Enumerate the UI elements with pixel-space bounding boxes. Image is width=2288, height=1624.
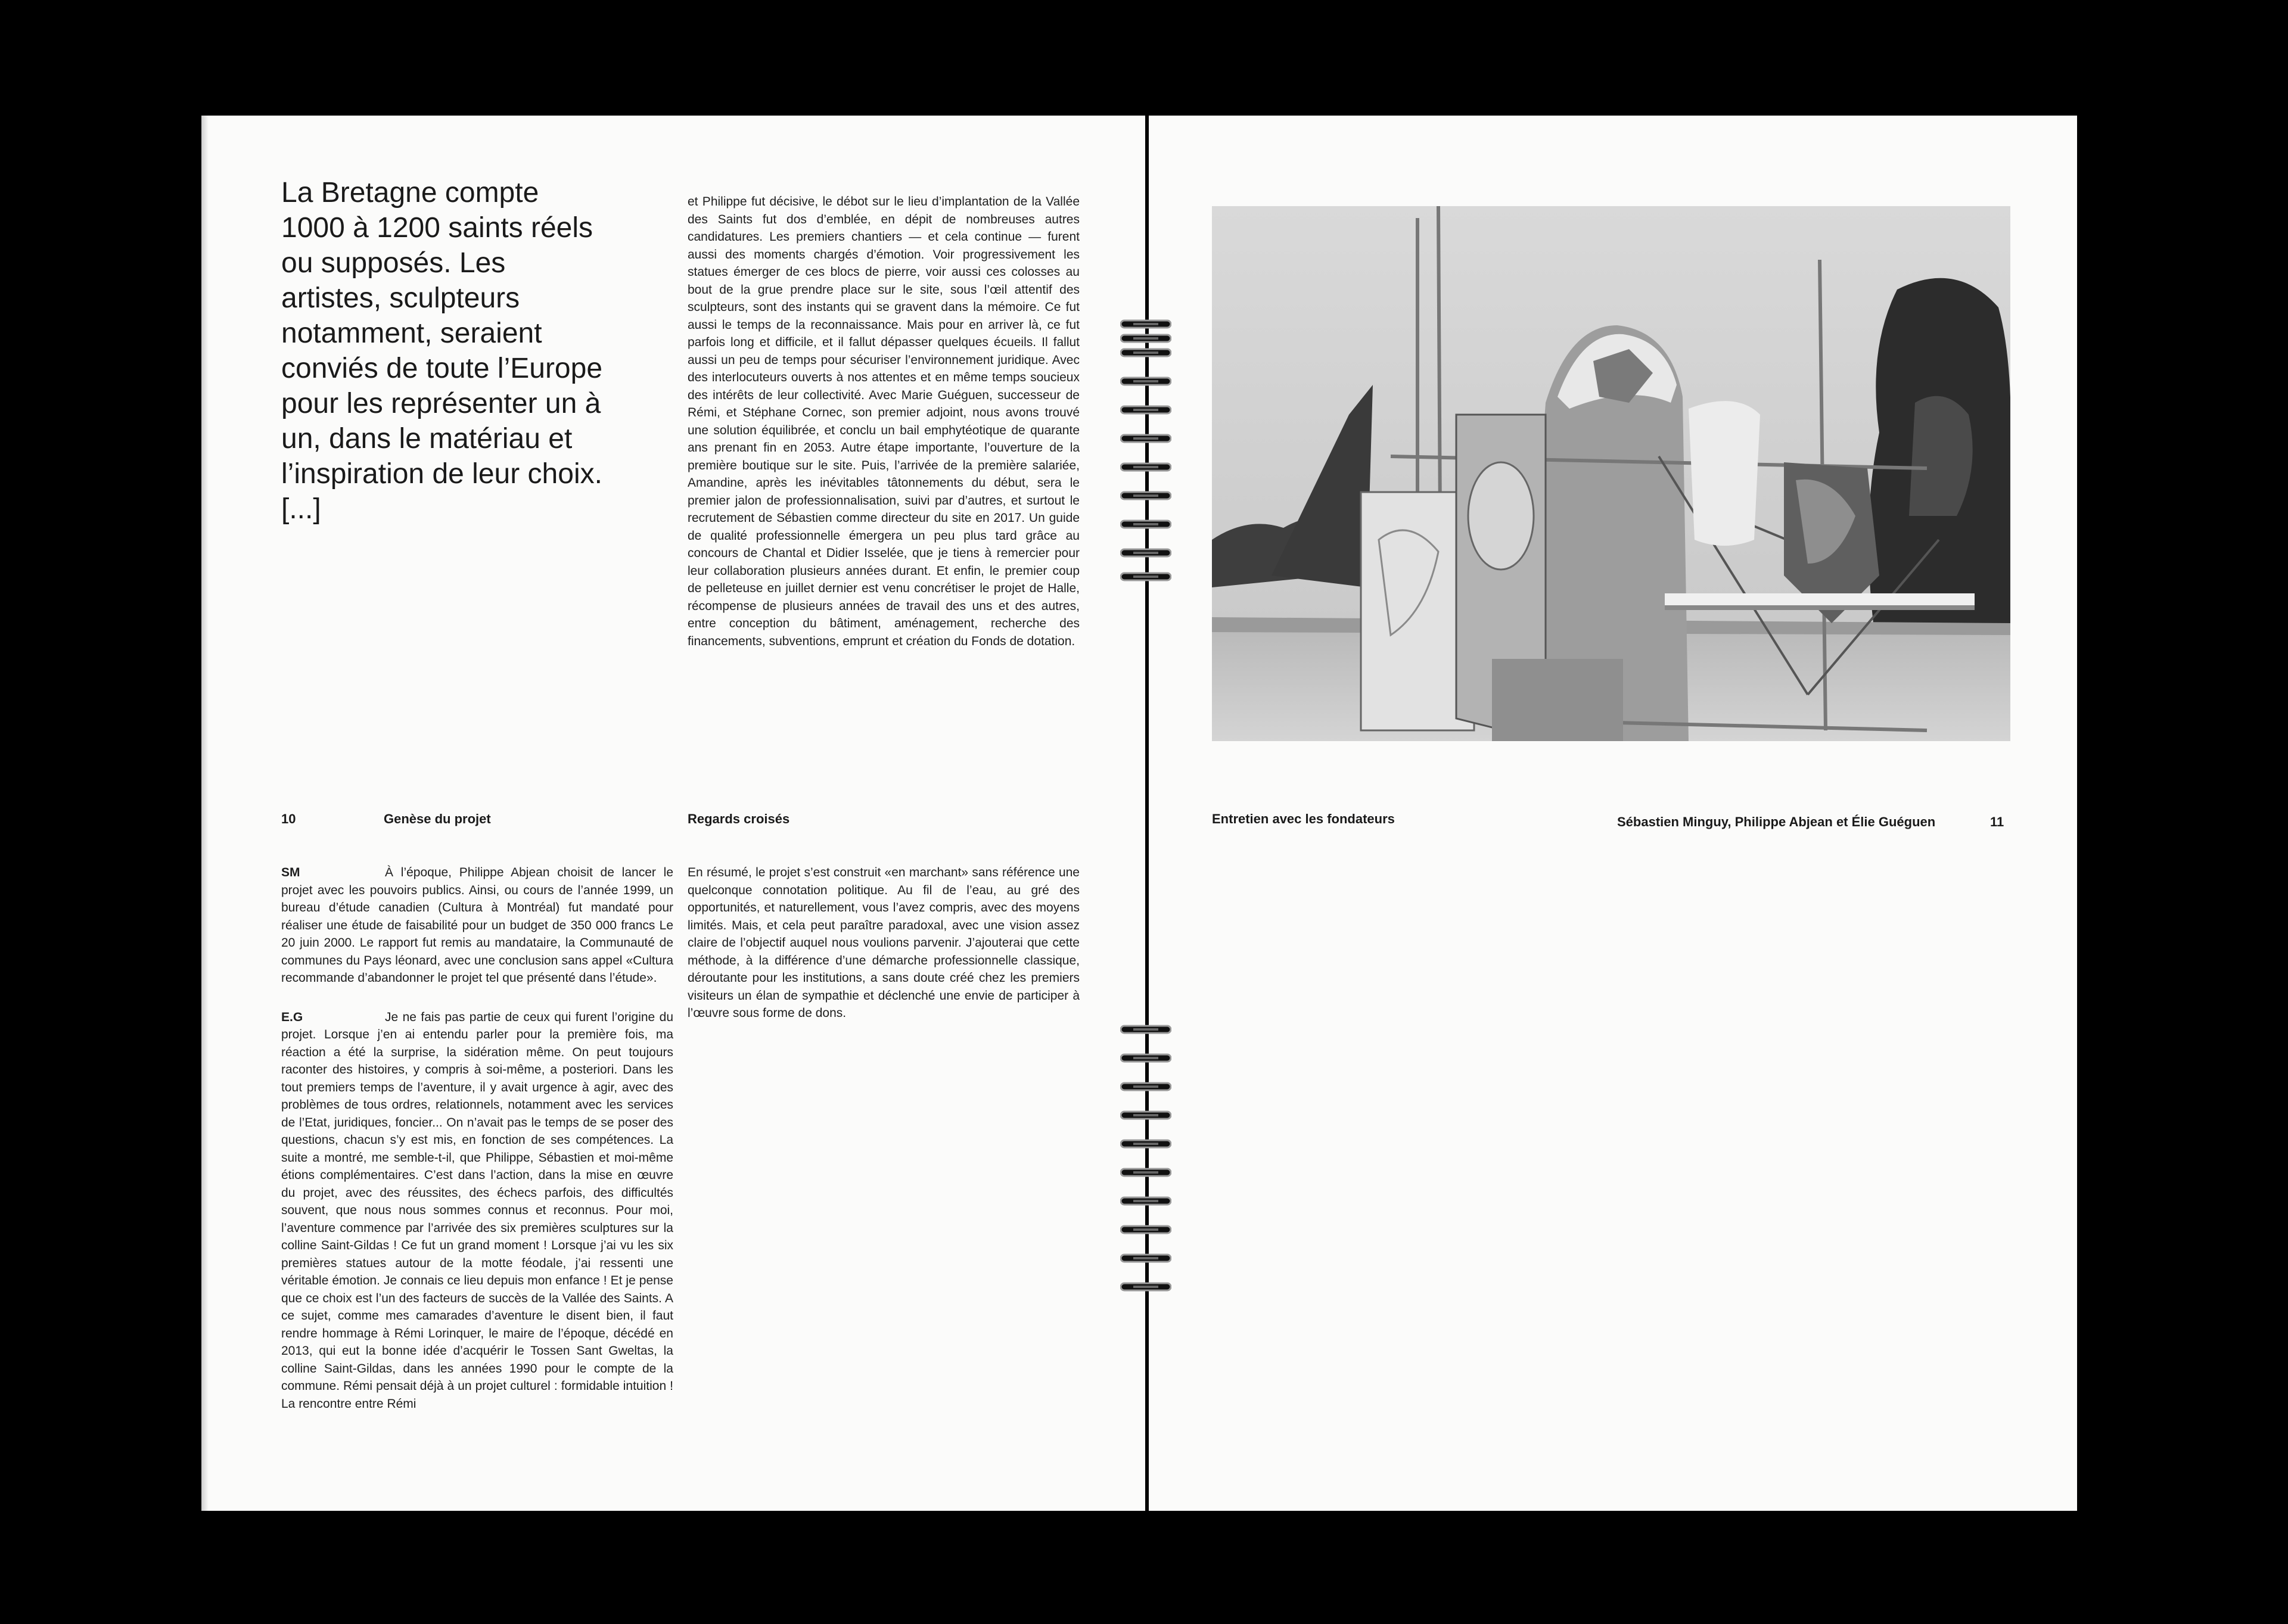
interview-paragraph	[281, 864, 673, 987]
running-section-left: Genèse du projet	[384, 811, 491, 826]
binding-ring	[1120, 1196, 1171, 1206]
page-number-right: 11	[1990, 814, 2004, 829]
running-title: Regards croisés	[688, 811, 790, 826]
binding-ring	[1120, 1168, 1171, 1177]
running-section-right: Entretien avec les fondateurs	[1212, 811, 1395, 826]
pull-quote: La Bretagne compte 1000 à 1200 saints réels ou supposés. Les artistes, sculpteurs notamment, seraient conviés de toute l’Europe pour les représenter un à un, dans le matériau et l’inspiration de leur choix. [...]	[281, 177, 603, 525]
binding-ring	[1120, 1139, 1171, 1149]
binding-ring	[1120, 572, 1171, 581]
binding-ring	[1120, 319, 1171, 329]
binding-ring	[1120, 348, 1171, 357]
binding-ring	[1120, 1253, 1171, 1263]
binding-ring	[1120, 334, 1171, 343]
binding-ring	[1120, 462, 1171, 472]
binding-ring	[1120, 491, 1171, 500]
binding-ring	[1120, 1053, 1171, 1063]
left-page	[201, 116, 1145, 1511]
paragraph-text: Je ne fais pas partie de ceux qui furent l’origine du projet. Lorsque j’en ai entendu parler pour la première fois, ma réaction a été la surprise, la sidération même. On peut toujours raconter des histoires, y compris à soi-même, a posteriori. Dans les tout premiers temps de l’aventure, il y avait urgence à agir, avec des problèmes de tous ordres, relationnels, notamment avec les services de l’Etat, juridiques, foncier... On n’avait pas le temps de se poser des questions, chacun s’y est mis, en fonction de ses compétences. La suite a montré, me semble-t-il, que Philippe, Sébastien et moi-même étions complémentaires. C’est dans l’action, dans la mise en œuvre du projet, avec des réussites, des échecs parfois, des difficultés souvent, que nous nous sommes connus et reconnus. Pour moi, l’aventure commence par l’arrivée des six premières sculptures sur la colline Saint-Gildas ! Ce fut un grand moment ! Lorsque j’ai vu les six premières statues autour de la motte féodale, j’ai ressenti une véritable émotion. Je connais ce lieu depuis mon enfance ! Et je pense que ce choix est l’un des facteurs de succès de la Vallée des Saints. A ce sujet, comme mes camarades d’aventure le disent bien, il faut rendre hommage à Rémi Lorinquer, le maire de l’époque, décédé en 2013, qui eut la bonne idée d’acquérir le Tossen Sant Gweltas, la colline Saint-Gildas, dans les années 1990 pour le compte de la commune. Rémi pensait déjà à un projet culturel : formidable intuition ! La rencontre entre Rémi	[281, 1010, 673, 1411]
body-column-bottom-right: En résumé, le projet s’est construit «en marchant» sans référence une quelconque connotation politique. Au fil de l’eau, au gré des opportunités, et naturellement, vous l’avez compris, avec des moyens limités. Mais, et cela peut paraître paradoxal, avec une vision assez claire de l’objectif auquel nous voulions parvenir. J’ajouterai que cette méthode, à la différence d’une démarche professionnelle classique, déroutante pour les institutions, a sans doute créé chez les premiers visiteurs un élan de sympathie et déclenché une envie de participer à l’œuvre sous forme de dons.	[688, 866, 1080, 1020]
binding-ring	[1120, 519, 1171, 529]
body-column-bottom-left	[281, 864, 673, 1434]
right-page	[1149, 116, 2077, 1511]
binding-ring	[1120, 548, 1171, 558]
binding-ring	[1120, 377, 1171, 386]
speaker-initials: E.G	[281, 1010, 303, 1024]
interview-paragraph	[281, 1009, 673, 1413]
binding-ring	[1120, 1282, 1171, 1292]
binding-ring	[1120, 1025, 1171, 1034]
body-column-top: et Philippe fut décisive, le débot sur le lieu d’implantation de la Vallée des Saints fut dos d’emblée, en dépit de nombreuses autres candidatures. Les premiers chantiers — et cela continue — furent aussi des moments chargés d’émotion. Voir progressivement les statues émerger de ces blocs de pierre, voir aussi ces colosses au bout de la grue prendre place sur le site, sous l’œil attentif des sculpteurs, sont des instants qui se gravent dans la mémoire. Ce fut aussi le temps de la reconnaissance. Mais pour en arriver là, ce fut parfois long et difficile, et il fallut dépasser quelques écueils. Il fallut aussi un peu de temps pour sécuriser l’environnement juridique. Avec des interlocuteurs ouverts à nos attentes et en même temps soucieux des intérêts de leur collectivité. Avec Marie Guéguen, successeur de Rémi, et Stéphane Cornec, son premier adjoint, nous avons trouvé une solution équilibrée, et conclu un bail emphytéotique de quarante ans prenant fin en 2053. Autre étape importante, l’ouverture de la première boutique sur le site. Puis, l’arrivée de la première salariée, Amandine, après les inévitables tâtonnements du début, sera le premier jalon de professionnalisation, suivi par d’autres, et surtout le recrutement de Sébastien comme directeur du site en 2017. Un guide de qualité professionnelle émergera un peu plus tard grâce au concours de Chantal et Didier Isselée, que je tiens à remercier pour leur collaboration plusieurs années durant. Et enfin, le premier coup de pelleteuse en juillet dernier est venu concrétiser le projet de Halle, récompense de plusieurs années de travail des uns et des autres, entre conception du bâtiment, aménagement, recherche des financements, subventions, emprunt et création du Fonds de dotation.	[688, 195, 1080, 648]
binding-ring	[1120, 1225, 1171, 1234]
running-authors: Sébastien Minguy, Philippe Abjean et Élie Guéguen	[1617, 814, 1936, 829]
paragraph-text: À l’époque, Philippe Abjean choisit de lancer le projet avec les pouvoirs publics. Ainsi, ou cours de l’année 1999, un bureau d’étude canadien (Cultura à Montréal) fut mandaté pour réaliser une étude de faisabilité pour un budget de 350 000 francs Le 20 juin 2000. Le rapport fut remis au mandataire, la Communauté de communes du Pays léonard, avec une conclusion sans appel «Cultura recommande d’abandonner le projet tel que présenté dans l’étude».	[281, 866, 673, 985]
binding-ring	[1120, 1110, 1171, 1120]
photo-illustration-icon	[1212, 206, 2010, 741]
photo-statue-with-banners	[1212, 206, 2010, 741]
binding-ring	[1120, 405, 1171, 415]
speaker-initials: SM	[281, 866, 300, 879]
binding-ring	[1120, 434, 1171, 443]
page-number-left: 10	[281, 811, 296, 826]
binding-ring	[1120, 1082, 1171, 1091]
